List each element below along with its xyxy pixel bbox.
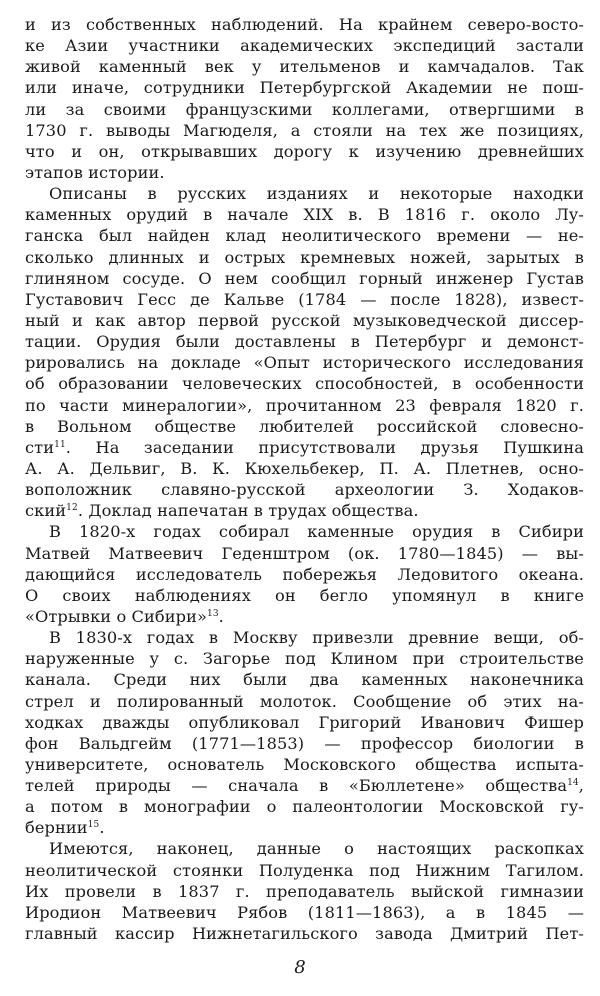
line-text: главный кассир Нижнетагильского завода Дмитрий Пет- xyxy=(25,924,584,944)
text-line xyxy=(25,500,584,521)
text-line xyxy=(25,627,584,648)
line-text: сколько длинных и острых кремневых ножей, зарытых в xyxy=(25,247,584,267)
text-line xyxy=(25,77,584,98)
text-line xyxy=(25,310,584,331)
text-line xyxy=(25,458,584,479)
line-text: бернии xyxy=(25,818,88,838)
line-text: каменных орудий в начале XIX в. В 1816 г. около Лу- xyxy=(25,205,584,225)
line-text: или иначе, сотрудники Петербургской Академии не пош- xyxy=(25,78,584,98)
text-line xyxy=(25,225,584,246)
line-text: в Вольном обществе любителей российской словесно- xyxy=(25,416,584,436)
text-line xyxy=(25,881,584,902)
line-text-continuation: . xyxy=(218,606,224,626)
text-line xyxy=(25,648,584,669)
text-line xyxy=(25,99,584,120)
footnote-reference[interactable]: 14 xyxy=(567,778,579,789)
text-line xyxy=(25,796,584,817)
text-line xyxy=(25,183,584,204)
paragraph xyxy=(25,183,584,521)
line-text: тации. Орудия были доставлены в Петербург и демонст- xyxy=(25,332,584,352)
line-text-continuation: , xyxy=(578,776,584,796)
line-text: В 1830-х годах в Москву привезли древние вещи, об- xyxy=(49,628,584,648)
text-line xyxy=(25,14,584,35)
line-text: А. А. Дельвиг, В. К. Кюхельбекер, П. А. Плетнев, осно- xyxy=(25,458,584,478)
line-text: а потом в монографии о палеонтологии Московской гу- xyxy=(25,797,584,817)
text-line xyxy=(25,669,584,690)
text-line xyxy=(25,162,584,183)
footnote-reference[interactable]: 15 xyxy=(87,820,100,831)
line-text: Их провели в 1837 г. преподаватель выйской гимназии xyxy=(25,881,584,901)
text-line xyxy=(25,479,584,500)
line-text: стрел и полированный молоток. Сообщение об этих на- xyxy=(25,691,584,711)
text-line xyxy=(25,564,584,585)
line-text: сти xyxy=(25,437,55,457)
text-line xyxy=(25,352,584,373)
text-line xyxy=(25,416,584,437)
line-text: канала. Среди них были два каменных наконечника xyxy=(25,670,584,690)
line-text: что и он, открывавших дорогу к изучению древнейших xyxy=(25,141,584,161)
text-line xyxy=(25,585,584,606)
text-line xyxy=(25,373,584,394)
text-line xyxy=(25,838,584,859)
line-text: ный и как автор первой русской музыковедческой диссер- xyxy=(25,310,584,330)
line-text: «Отрывки о Сибири» xyxy=(25,606,207,626)
line-text: об образовании человеческих способностей, в особенности xyxy=(25,374,584,394)
line-text: ганска был найден клад неолитического времени — не- xyxy=(25,226,584,246)
line-text: этапов истории. xyxy=(25,162,165,182)
line-text: ли за своими французскими коллегами, отвергшими в xyxy=(25,99,584,119)
paragraph xyxy=(25,14,584,183)
text-line xyxy=(25,141,584,162)
text-line xyxy=(25,331,584,352)
line-text: фон Вальдгейм (1771—1853) — профессор биологии в xyxy=(25,733,584,753)
paragraph xyxy=(25,838,584,944)
line-text: ходках дважды опубликовал Григорий Иванович Фишер xyxy=(25,712,584,732)
book-page-text xyxy=(25,14,584,944)
line-text: дающийся исследователь побережья Ледовитого океана. xyxy=(25,564,584,584)
paragraph xyxy=(25,521,584,627)
text-line xyxy=(25,902,584,923)
text-line xyxy=(25,395,584,416)
line-text: наруженные у с. Загорье под Клином при строительстве xyxy=(25,649,584,669)
line-text: Иродион Матвеевич Рябов (1811—1863), а в 1845 — xyxy=(25,902,584,922)
text-line xyxy=(25,712,584,733)
line-text: воположник славяно-русской археологии З. Ходаков- xyxy=(25,480,584,500)
line-text: рировались на докладе «Опыт исторического исследования xyxy=(25,353,584,373)
text-line xyxy=(25,247,584,268)
line-text: ский xyxy=(25,501,67,521)
text-line xyxy=(25,923,584,944)
line-text-continuation: . xyxy=(99,818,105,838)
text-line xyxy=(25,775,584,796)
text-line xyxy=(25,289,584,310)
text-line xyxy=(25,606,584,627)
line-text: университете, основатель Московского общества испыта- xyxy=(25,754,584,774)
text-line xyxy=(25,754,584,775)
line-text: по части минералогии», прочитанном 23 февраля 1820 г. xyxy=(25,395,584,415)
text-line xyxy=(25,691,584,712)
line-text: Описаны в русских изданиях и некоторые находки xyxy=(49,184,584,204)
footnote-reference[interactable]: 13 xyxy=(207,608,219,619)
text-line xyxy=(25,521,584,542)
text-line xyxy=(25,860,584,881)
line-text-continuation: . На заседании присутствовали друзья Пушкина xyxy=(65,437,584,457)
line-text: телей природы — сначала в «Бюллетене» общества xyxy=(25,776,568,796)
paragraph xyxy=(25,627,584,838)
page-number: 8 xyxy=(294,957,306,978)
text-line xyxy=(25,733,584,754)
text-line xyxy=(25,543,584,564)
line-text: живой каменный век у ительменов и камчадалов. Так xyxy=(25,57,584,77)
line-text: 1730 г. выводы Магюделя, а стояли на тех же позициях, xyxy=(25,120,584,140)
footnote-reference[interactable]: 11 xyxy=(54,439,66,450)
line-text: Имеются, наконец, данные о настоящих раскопках xyxy=(49,839,584,859)
text-line xyxy=(25,268,584,289)
line-text: ке Азии участники академических экспедиций застали xyxy=(25,36,584,56)
text-line xyxy=(25,120,584,141)
line-text-continuation: . Доклад напечатан в трудах общества. xyxy=(77,501,419,521)
text-line xyxy=(25,817,584,838)
line-text: Густавович Гесс де Кальве (1784 — после 1828), извест- xyxy=(25,289,584,309)
line-text: В 1820-х годах собирал каменные орудия в Сибири xyxy=(49,522,584,542)
text-line xyxy=(25,437,584,458)
text-line xyxy=(25,56,584,77)
line-text: Матвей Матвеевич Геденштром (ок. 1780—1845) — вы- xyxy=(25,543,584,563)
line-text: неолитической стоянки Полуденка под Нижним Тагилом. xyxy=(25,860,584,880)
text-line xyxy=(25,204,584,225)
line-text: О своих наблюдениях он бегло упомянул в книге xyxy=(25,585,584,605)
line-text: глиняном сосуде. О нем сообщил горный инженер Густав xyxy=(25,268,584,288)
line-text: и из собственных наблюдений. На крайнем северо-восто- xyxy=(25,15,584,34)
text-line xyxy=(25,35,584,56)
footnote-reference[interactable]: 12 xyxy=(66,503,78,514)
